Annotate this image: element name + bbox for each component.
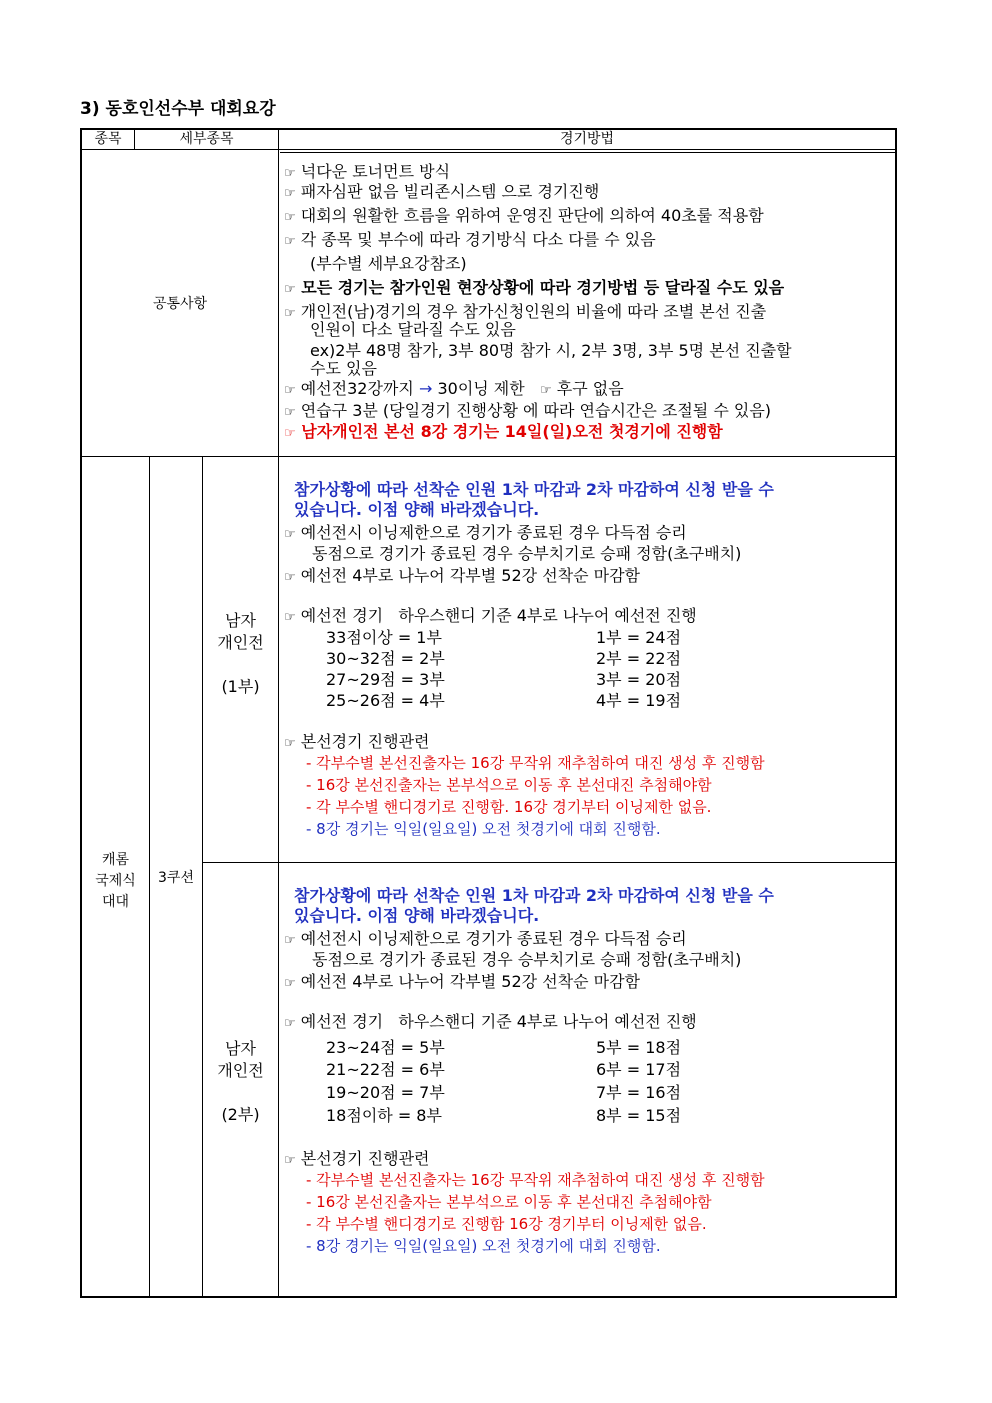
handicap-row: 33점이상 = 1부 [326, 628, 442, 647]
handicap-row-points: 6부 = 17점 [596, 1060, 682, 1079]
pointing-hand-icon: ☞ [284, 527, 296, 542]
division2-label: 남자 개인전 (2부) [217, 1039, 264, 1124]
pointing-hand-icon: ☞ [284, 282, 296, 297]
handicap-row: 23~24점 = 5부 [326, 1038, 445, 1057]
subcategory-label: 3쿠션 [158, 870, 194, 886]
page-title: 3) 동호인선수부 대회요강 [80, 99, 276, 119]
pointing-hand-icon: ☞ [284, 210, 296, 225]
header-category: 종목 [94, 131, 122, 147]
pointing-hand-icon: ☞ [540, 383, 552, 398]
pointing-hand-icon: ☞ [284, 736, 296, 751]
handicap-row: 18점이하 = 8부 [326, 1106, 442, 1125]
handicap-row-points: 4부 = 19점 [596, 691, 682, 710]
pointing-hand-icon: ☞ [284, 383, 296, 398]
handicap-row: 27~29점 = 3부 [326, 670, 445, 689]
handicap-row-points: 3부 = 20점 [596, 670, 682, 689]
category-label: 캐롬 국제식 대대 [95, 852, 136, 910]
handicap-row: 19~20점 = 7부 [326, 1083, 445, 1102]
pointing-hand-icon: ☞ [284, 234, 296, 249]
pointing-hand-icon: ☞ [284, 186, 296, 201]
handicap-row-points: 1부 = 24점 [596, 628, 682, 647]
handicap-row-points: 7부 = 16점 [596, 1083, 682, 1102]
pointing-hand-icon: ☞ [284, 405, 296, 420]
pointing-hand-icon: ☞ [284, 1153, 296, 1168]
pointing-hand-icon: ☞ [284, 976, 296, 991]
header-method: 경기방법 [559, 131, 615, 147]
pointing-hand-icon: ☞ [284, 426, 296, 441]
pointing-hand-icon: ☞ [284, 570, 296, 585]
pointing-hand-icon: ☞ [284, 166, 296, 181]
right-arrow-icon: → [418, 379, 433, 398]
division1-label: 남자 개인전 (1부) [217, 611, 264, 696]
handicap-row-points: 2부 = 22점 [596, 649, 682, 668]
header-subcategory: 세부종목 [179, 131, 234, 147]
pointing-hand-icon: ☞ [284, 306, 296, 321]
handicap-row: 21~22점 = 6부 [326, 1060, 445, 1079]
handicap-row-points: 5부 = 18점 [596, 1038, 682, 1057]
pointing-hand-icon: ☞ [284, 933, 296, 948]
handicap-row: 25~26점 = 4부 [326, 691, 445, 710]
pointing-hand-icon: ☞ [284, 1016, 296, 1031]
handicap-row-points: 8부 = 15점 [596, 1106, 682, 1125]
common-label: 공통사항 [152, 296, 208, 312]
handicap-row: 30~32점 = 2부 [326, 649, 445, 668]
pointing-hand-icon: ☞ [284, 610, 296, 625]
